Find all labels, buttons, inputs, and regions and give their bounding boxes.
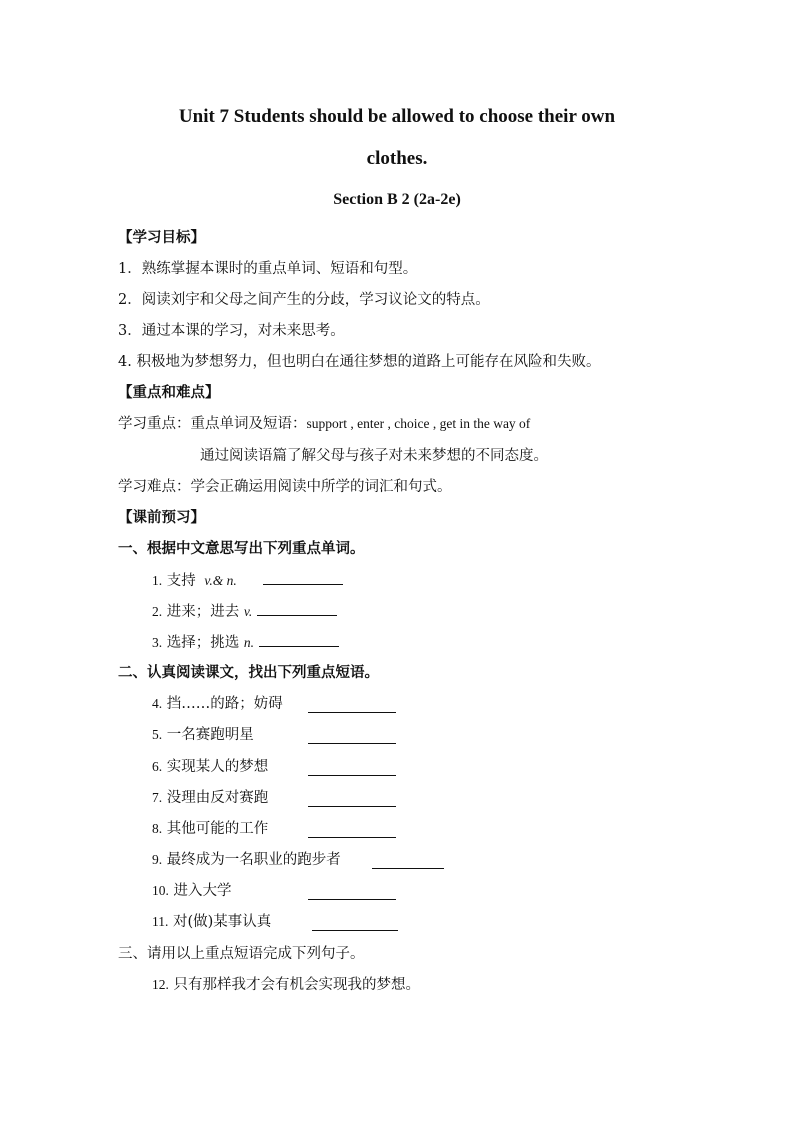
focus-line [118, 414, 530, 434]
item-chinese: 没理由反对赛跑 [166, 790, 269, 806]
phrase-item [152, 912, 271, 932]
phrase-item [152, 881, 231, 901]
answer-blank[interactable] [372, 854, 444, 869]
answer-blank[interactable] [308, 792, 396, 807]
phrase-item [152, 788, 268, 808]
item-number: 10. [152, 883, 169, 898]
item-chinese: 进来；进去 [166, 604, 240, 620]
phrase-item [152, 819, 268, 839]
item-chinese: 挡……的路；妨碍 [166, 696, 283, 712]
part2-heading: 二、认真阅读课文，找出下列重点短语。 [118, 664, 379, 681]
objectives-heading: 【学习目标】 [118, 229, 205, 246]
objective-item: 3．通过本课的学习，对未来思考。 [118, 323, 345, 339]
phrase-item [152, 725, 254, 745]
focus-label: 学习重点：重点单词及短语： [118, 416, 307, 432]
item-chinese: 其他可能的工作 [166, 821, 269, 837]
preview-heading: 【课前预习】 [118, 509, 205, 526]
word-item-1 [152, 570, 343, 591]
phrase-item [152, 850, 341, 870]
item-chinese: 最终成为一名职业的跑步者 [166, 852, 341, 868]
answer-blank[interactable] [308, 698, 396, 713]
item-number: 1. [152, 573, 163, 588]
answer-blank[interactable] [257, 601, 337, 616]
item-chinese: 进入大学 [173, 883, 232, 899]
item-number: 8. [152, 821, 163, 836]
answer-blank[interactable] [308, 729, 396, 744]
part3-heading: 三、请用以上重点短语完成下列句子。 [118, 946, 365, 962]
item-chinese: 一名赛跑明星 [166, 727, 254, 743]
unit-title-line2: clothes. [366, 148, 428, 169]
answer-blank[interactable] [308, 885, 396, 900]
item-chinese: 选择；挑选 [166, 635, 240, 651]
difficulty-line: 学习难点：学会正确运用阅读中所学的词汇和句式。 [118, 479, 452, 495]
item-number: 9. [152, 852, 163, 867]
answer-blank[interactable] [312, 916, 398, 931]
answer-blank[interactable] [308, 761, 396, 776]
focus-words: support , enter , choice , get in the way of [306, 416, 531, 431]
item-chinese: 只有那样我才会有机会实现我的梦想。 [173, 977, 420, 993]
part-of-speech: v.& n. [204, 573, 237, 588]
item-number: 7. [152, 790, 163, 805]
answer-blank[interactable] [263, 570, 343, 585]
section-title: Section B 2 (2a-2e) [333, 191, 461, 208]
key-points-heading: 【重点和难点】 [118, 384, 220, 401]
objective-item: 1．熟练掌握本课时的重点单词、短语和句型。 [118, 261, 418, 277]
unit-title-line1: Unit 7 Students should be allowed to choose their own [178, 106, 616, 127]
item-chinese: 实现某人的梦想 [166, 759, 269, 775]
item-number: 3. [152, 635, 163, 650]
item-number: 11. [152, 914, 169, 929]
part1-heading: 一、根据中文意思写出下列重点单词。 [118, 540, 365, 557]
part-of-speech: n. [243, 635, 254, 650]
answer-blank[interactable] [259, 632, 339, 647]
answer-blank[interactable] [308, 823, 396, 838]
objective-item: 4. 积极地为梦想努力，但也明白在通往梦想的道路上可能存在风险和失败。 [118, 354, 601, 370]
item-number: 2. [152, 604, 163, 619]
word-item-2 [152, 601, 337, 622]
item-chinese: 对(做)某事认真 [172, 914, 272, 930]
phrase-item [152, 757, 268, 777]
item-chinese: 支持 [166, 573, 196, 589]
part-of-speech: v. [243, 604, 253, 619]
phrase-item [152, 694, 283, 714]
sentence-item [152, 975, 420, 995]
objective-item: 2．阅读刘宇和父母之间产生的分歧，学习议论文的特点。 [118, 292, 490, 308]
item-number: 5. [152, 727, 163, 742]
word-item-3 [152, 632, 339, 653]
item-number: 4. [152, 696, 163, 711]
item-number: 6. [152, 759, 163, 774]
focus-line-2: 通过阅读语篇了解父母与孩子对未来梦想的不同态度。 [200, 448, 548, 464]
item-number: 12. [152, 977, 169, 992]
